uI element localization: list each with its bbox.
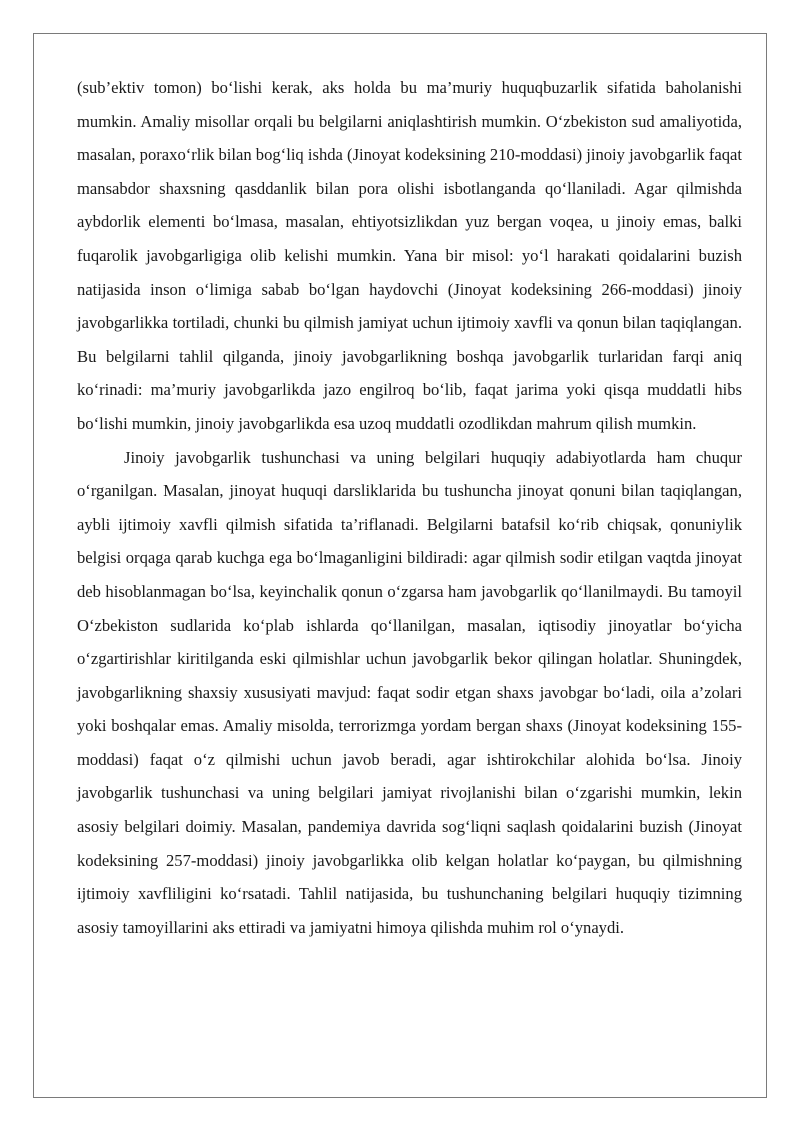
paragraph: Jinoiy javobgarlik tushunchasi va uning belgilari huquqiy adabiyotlarda ham chuqur o‘rganilgan. Masalan, jinoyat huquqi darsliklarida bu tushuncha jinoyat qonuni bilan taqiqlangan, aybli ijtimoiy xavfli qilmish sifatida ta’riflanadi. Belgilarni batafsil ko‘rib chiqsak, qonuniylik belgisi orqaga qarab kuchga ega bo‘lmaganligini bildiradi: agar qilmish sodir etilgan vaqtda jinoyat deb hisoblanmagan bo‘lsa, keyinchalik qonun o‘zgarsa ham javobgarlik qo‘llanilmaydi. Bu tamoyil O‘zbekiston sudlarida ko‘plab ishlarda qo‘llanilgan, masalan, iqtisodiy jinoyatlar bo‘yicha o‘zgartirishlar kiritilganda eski qilmishlar uchun javobgarlik bekor qilingan holatlar. Shuningdek, javobgarlikning shaxsiy xususiyati mavjud: faqat sodir etgan shaxs javobgar bo‘ladi, oila a’zolari yoki boshqalar emas. Amaliy misolda, terrorizmga yordam bergan shaxs (Jinoyat kodeksining 155-moddasi) faqat o‘z qilmishi uchun javob beradi, agar ishtirokchilar alohida bo‘lsa. Jinoiy javobgarlik tushunchasi va uning belgilari jamiyat rivojlanishi bilan o‘zgarishi mumkin, lekin asosiy belgilari doimiy. Masalan, pandemiya davrida sog‘liqni saqlash qoidalarini buzish (Jinoyat kodeksining 257-moddasi) jinoiy javobgarlikka olib kelgan holatlar ko‘paygan, bu qilmishning ijtimoiy xavfliligini ko‘rsatadi. Tahlil natijasida, bu tushunchaning belgilari huquqiy tizimning asosiy tamoyillarini aks ettiradi va jamiyatni himoya qilishda muhim rol o‘ynaydi.: [77, 447, 742, 937]
document-body: [77, 71, 742, 944]
paragraph-continuation: (sub’ektiv tomon) bo‘lishi kerak, aks holda bu ma’muriy huquqbuzarlik sifatida baholanishi mumkin. Amaliy misollar orqali bu belgilarni aniqlashtirish mumkin. O‘zbekiston sud amaliyotida, masalan, poraxo‘rlik bilan bog‘liq ishda (Jinoyat kodeksining 210-moddasi) jinoiy javobgarlik faqat mansabdor shaxsning qasddanlik bilan pora olishi isbotlanganda qo‘llaniladi. Agar qilmishda aybdorlik elementi bo‘lmasa, masalan, ehtiyotsizlikdan yuz bergan voqea, u jinoiy emas, balki fuqarolik javobgarligiga olib kelishi mumkin. Yana bir misol: yo‘l harakati qoidalarini buzish natijasida inson o‘limiga sabab bo‘lgan haydovchi (Jinoyat kodeksining 266-moddasi) jinoiy javobgarlikka tortiladi, chunki bu qilmish jamiyat uchun ijtimoiy xavfli va qonun bilan taqiqlangan. Bu belgilarni tahlil qilganda, jinoiy javobgarlikning boshqa javobgarlik turlaridan farqi aniq ko‘rinadi: ma’muriy javobgarlikda jazo engilroq bo‘lib, faqat jarima yoki qisqa muddatli hibs bo‘lishi mumkin, jinoiy javobgarlikda esa uzoq muddatli ozodlikdan mahrum qilish mumkin.: [77, 78, 742, 433]
